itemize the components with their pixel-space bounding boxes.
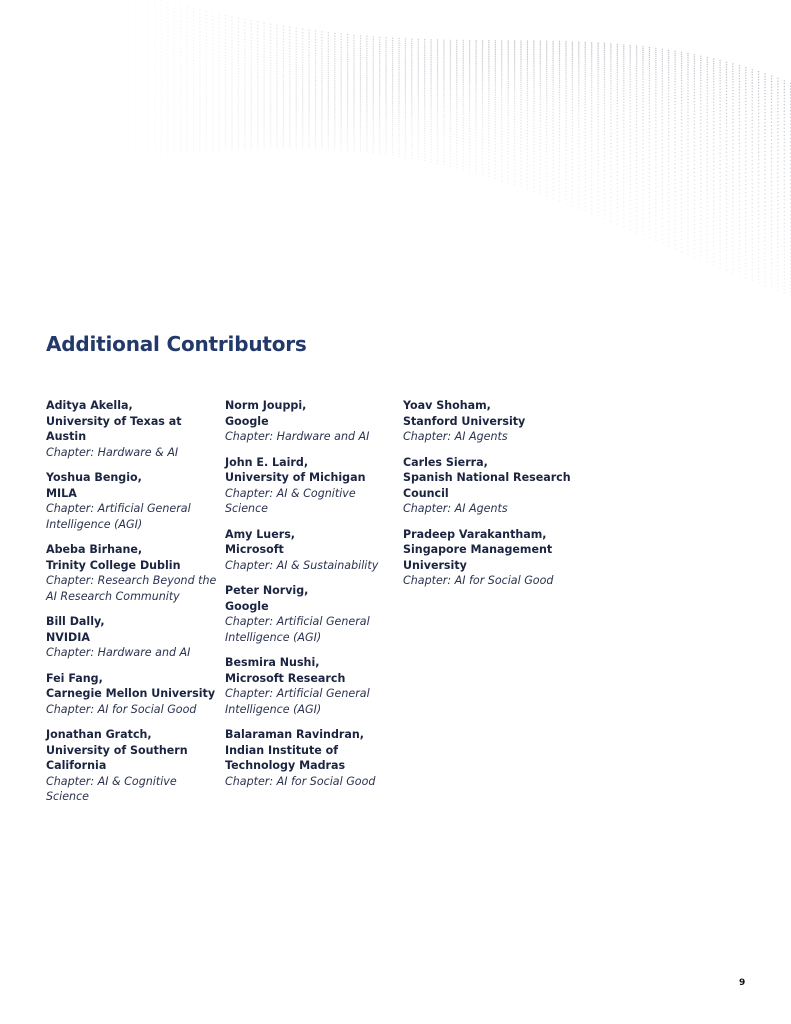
- contributor-entry: [225, 583, 397, 645]
- contributor-entry: [403, 455, 575, 517]
- contributor-org: Stanford University: [403, 414, 526, 428]
- contributor-org: Microsoft Research: [225, 671, 346, 685]
- contributor-name: Yoshua Bengio,: [46, 471, 142, 484]
- page-number: 9: [739, 978, 746, 988]
- contributor-name: Amy Luers,: [225, 527, 296, 541]
- contributor-name: Pradeep Varakantham,: [403, 527, 547, 541]
- contributor-org: Trinity College Dublin: [46, 558, 181, 572]
- contributor-name: Besmira Nushi,: [225, 656, 320, 669]
- contributor-name: Aditya Akella,: [46, 399, 133, 412]
- contributor-chapter: Chapter: AI for Social Good: [225, 774, 376, 788]
- contributor-entry: [225, 727, 397, 789]
- contributor-chapter: Chapter: Artificial General Intelligence (AGI): [46, 502, 191, 531]
- contributor-chapter: Chapter: AI & Cognitive Science: [46, 774, 177, 803]
- page-title: Additional Contributors: [46, 332, 307, 356]
- contributor-org: University of Southern California: [46, 743, 188, 772]
- contributor-chapter: Chapter: AI Agents: [403, 430, 508, 443]
- contributor-chapter: Chapter: Hardware and AI: [46, 646, 191, 659]
- contributor-chapter: Chapter: AI for Social Good: [403, 574, 554, 587]
- contributor-chapter: Chapter: AI for Social Good: [46, 702, 197, 716]
- contributor-entry: [225, 527, 397, 574]
- contributors-column-1: [46, 398, 218, 815]
- contributor-name: Bill Dally,: [46, 615, 105, 628]
- contributor-org: Indian Institute of Technology Madras: [225, 743, 346, 772]
- contributor-org: University of Texas at Austin: [46, 414, 182, 443]
- contributor-chapter: Chapter: AI & Cognitive Science: [225, 486, 356, 515]
- contributor-chapter: Chapter: Hardware & AI: [46, 445, 179, 459]
- contributor-chapter: Chapter: Artificial General Intelligence (AGI): [225, 615, 370, 644]
- contributor-chapter: Chapter: Research Beyond the AI Research Community: [46, 574, 217, 603]
- contributor-name: Carles Sierra,: [403, 455, 488, 469]
- contributors-column-3: [403, 398, 575, 599]
- contributor-name: Balaraman Ravindran,: [225, 728, 364, 741]
- contributor-entry: [46, 671, 218, 718]
- contributor-entry: [46, 398, 218, 460]
- contributor-name: Jonathan Gratch,: [46, 728, 152, 741]
- contributor-name: Fei Fang,: [46, 671, 103, 685]
- dotted-wave-background: [0, 0, 791, 360]
- contributor-org: Google: [225, 414, 269, 428]
- contributor-entry: [46, 727, 218, 805]
- contributor-org: Spanish National Research Council: [403, 471, 571, 500]
- contributor-org: NVIDIA: [46, 630, 90, 644]
- contributor-entry: [403, 527, 575, 589]
- contributor-chapter: Chapter: AI & Sustainability: [225, 558, 379, 572]
- contributor-name: Peter Norvig,: [225, 584, 309, 597]
- contributor-org: MILA: [46, 486, 77, 500]
- contributor-entry: [225, 398, 397, 445]
- contributor-chapter: Chapter: Artificial General Intelligence (AGI): [225, 687, 370, 716]
- contributor-entry: [46, 470, 218, 532]
- contributor-org: Google: [225, 599, 269, 613]
- contributor-name: Yoav Shoham,: [403, 399, 491, 412]
- contributor-name: Abeba Birhane,: [46, 543, 143, 556]
- contributor-name: John E. Laird,: [225, 455, 309, 469]
- contributor-entry: [46, 542, 218, 604]
- contributor-entry: [46, 614, 218, 661]
- contributors-column-2: [225, 398, 397, 799]
- contributor-org: Microsoft: [225, 543, 284, 556]
- contributor-chapter: Chapter: Hardware and AI: [225, 430, 370, 443]
- contributor-org: Carnegie Mellon University: [46, 687, 216, 700]
- contributor-entry: [403, 398, 575, 445]
- contributor-org: University of Michigan: [225, 471, 366, 484]
- contributor-entry: [225, 455, 397, 517]
- contributor-chapter: Chapter: AI Agents: [403, 502, 508, 515]
- contributor-org: Singapore Management University: [403, 543, 553, 572]
- contributor-name: Norm Jouppi,: [225, 399, 307, 412]
- contributor-entry: [225, 655, 397, 717]
